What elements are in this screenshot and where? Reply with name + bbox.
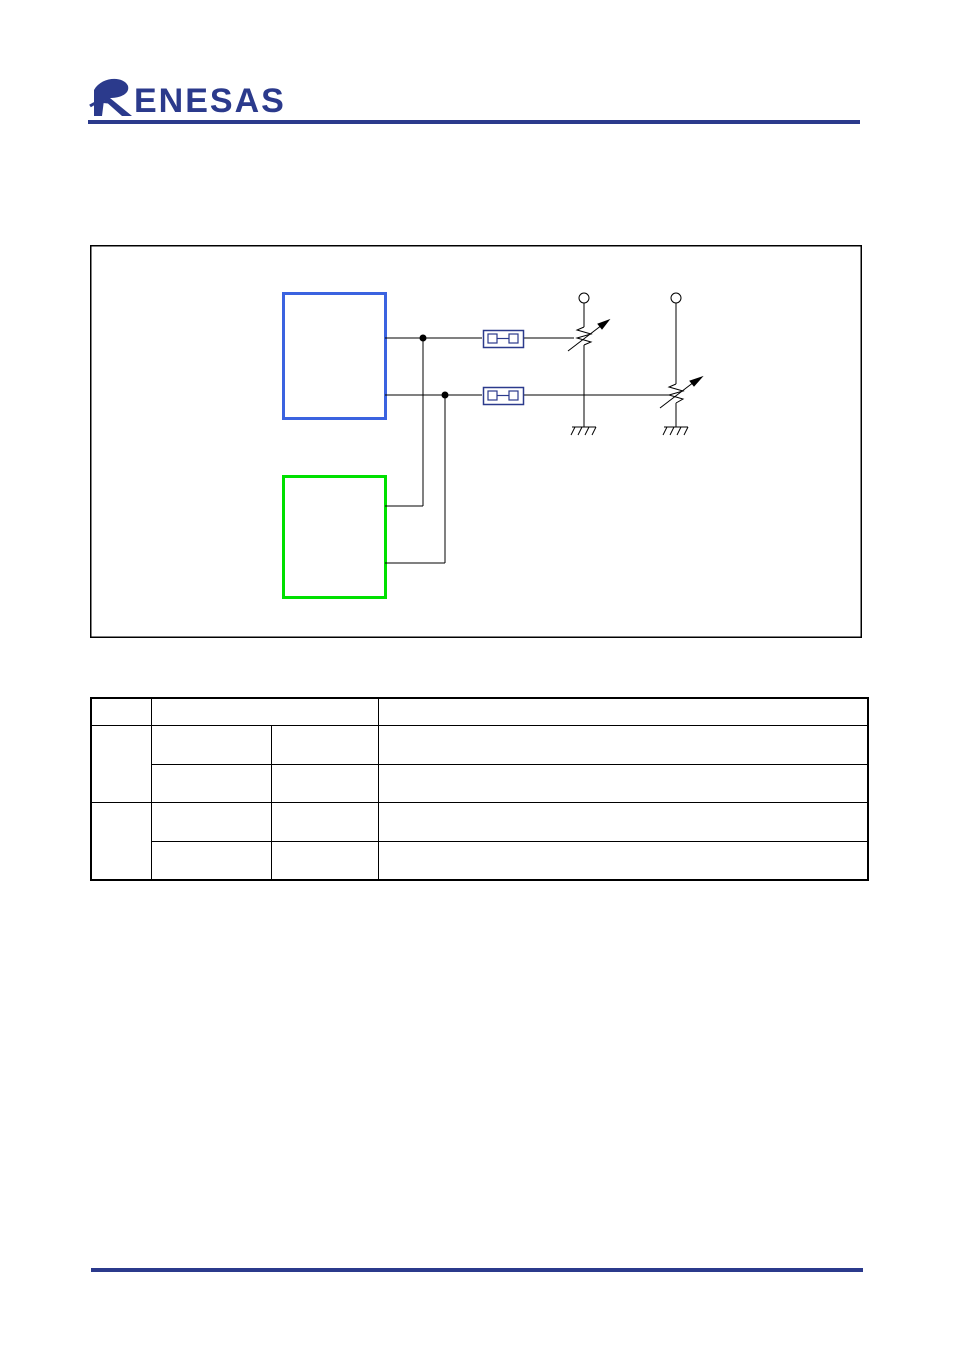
table-cell [378,764,868,802]
table-cell [151,803,271,841]
power-terminal-icon [671,293,681,303]
table-cell [271,726,378,764]
potentiometer-icon [660,293,702,435]
potentiometer-icon [567,293,609,435]
diagram-frame [91,246,862,638]
spec-table [90,697,869,881]
jumper-icon [484,331,524,348]
header-rule [88,120,860,124]
table-cell [271,764,378,802]
logo-wordmark: ENESAS [134,82,286,120]
table-row [91,764,868,802]
header-cell [378,698,868,726]
mcu-block [284,294,386,419]
ground-icon [663,427,688,435]
group-label-cell [91,726,151,803]
table-row [91,841,868,880]
table-row [91,726,868,764]
junction-dot-1 [420,335,427,342]
table-cell [271,803,378,841]
footer-rule [91,1268,863,1272]
table-cell [151,764,271,802]
power-terminal-icon [579,293,589,303]
renesas-logo [88,72,344,120]
group-label-cell [91,803,151,880]
table-cell [378,841,868,880]
circuit-svg [90,245,862,638]
peripheral-block [284,477,386,598]
logo-mark [88,72,344,120]
table-cell [271,841,378,880]
spec-table-wrapper [90,697,867,881]
jumper-icon [484,388,524,405]
signal-line-2 [385,395,663,563]
table-cell [378,726,868,764]
header-cell [91,698,151,726]
circuit-diagram [90,245,862,638]
table-cell [151,841,271,880]
table-row [91,803,868,841]
table-cell [151,726,271,764]
header-cell [151,698,378,726]
ground-icon [571,427,596,435]
table-cell [378,803,868,841]
junction-dot-2 [442,392,449,399]
signal-line-1 [385,338,567,506]
table-header-row [91,698,868,726]
